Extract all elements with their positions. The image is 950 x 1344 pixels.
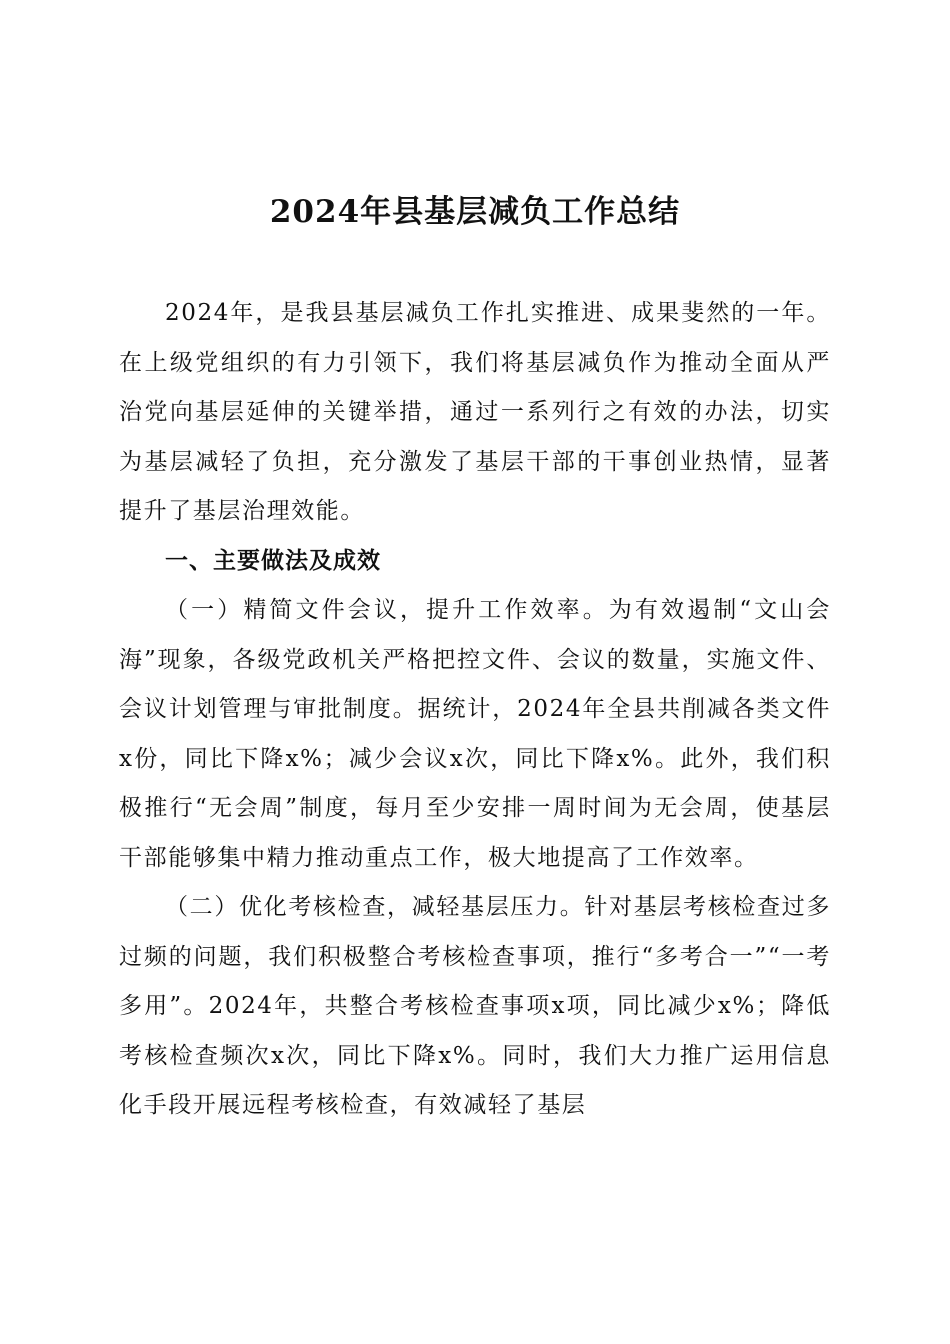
document-body bbox=[119, 289, 831, 1131]
subsection-paragraph-2: （二）优化考核检查，减轻基层压力。针对基层考核检查过多过频的问题，我们积极整合考核检查事项，推行“多考合一”“一考多用”。2024年，共整合考核检查事项x项，同比减少x%；降低考核检查频次x次，同比下降x%。同时，我们大力推广运用信息化手段开展远程考核检查，有效减轻了基层 bbox=[119, 894, 831, 1118]
intro-paragraph: 2024年，是我县基层减负工作扎实推进、成果斐然的一年。在上级党组织的有力引领下，我们将基层减负作为推动全面从严治党向基层延伸的关键举措，通过一系列行之有效的办法，切实为基层减轻了负担，充分激发了基层干部的干事创业热情，显著提升了基层治理效能。 bbox=[119, 300, 831, 524]
section-heading: 一、主要做法及成效 bbox=[165, 547, 381, 574]
document-title: 2024年县基层减负工作总结 bbox=[269, 194, 681, 230]
subsection-paragraph-1: （一）精简文件会议，提升工作效率。为有效遏制“文山会海”现象，各级党政机关严格把控文件、会议的数量，实施文件、会议计划管理与审批制度。据统计，2024年全县共削减各类文件x份，同比下降x%；减少会议x次，同比下降x%。此外，我们积极推行“无会周”制度，每月至少安排一周时间为无会周，使基层干部能够集中精力推动重点工作，极大地提高了工作效率。 bbox=[119, 597, 831, 871]
